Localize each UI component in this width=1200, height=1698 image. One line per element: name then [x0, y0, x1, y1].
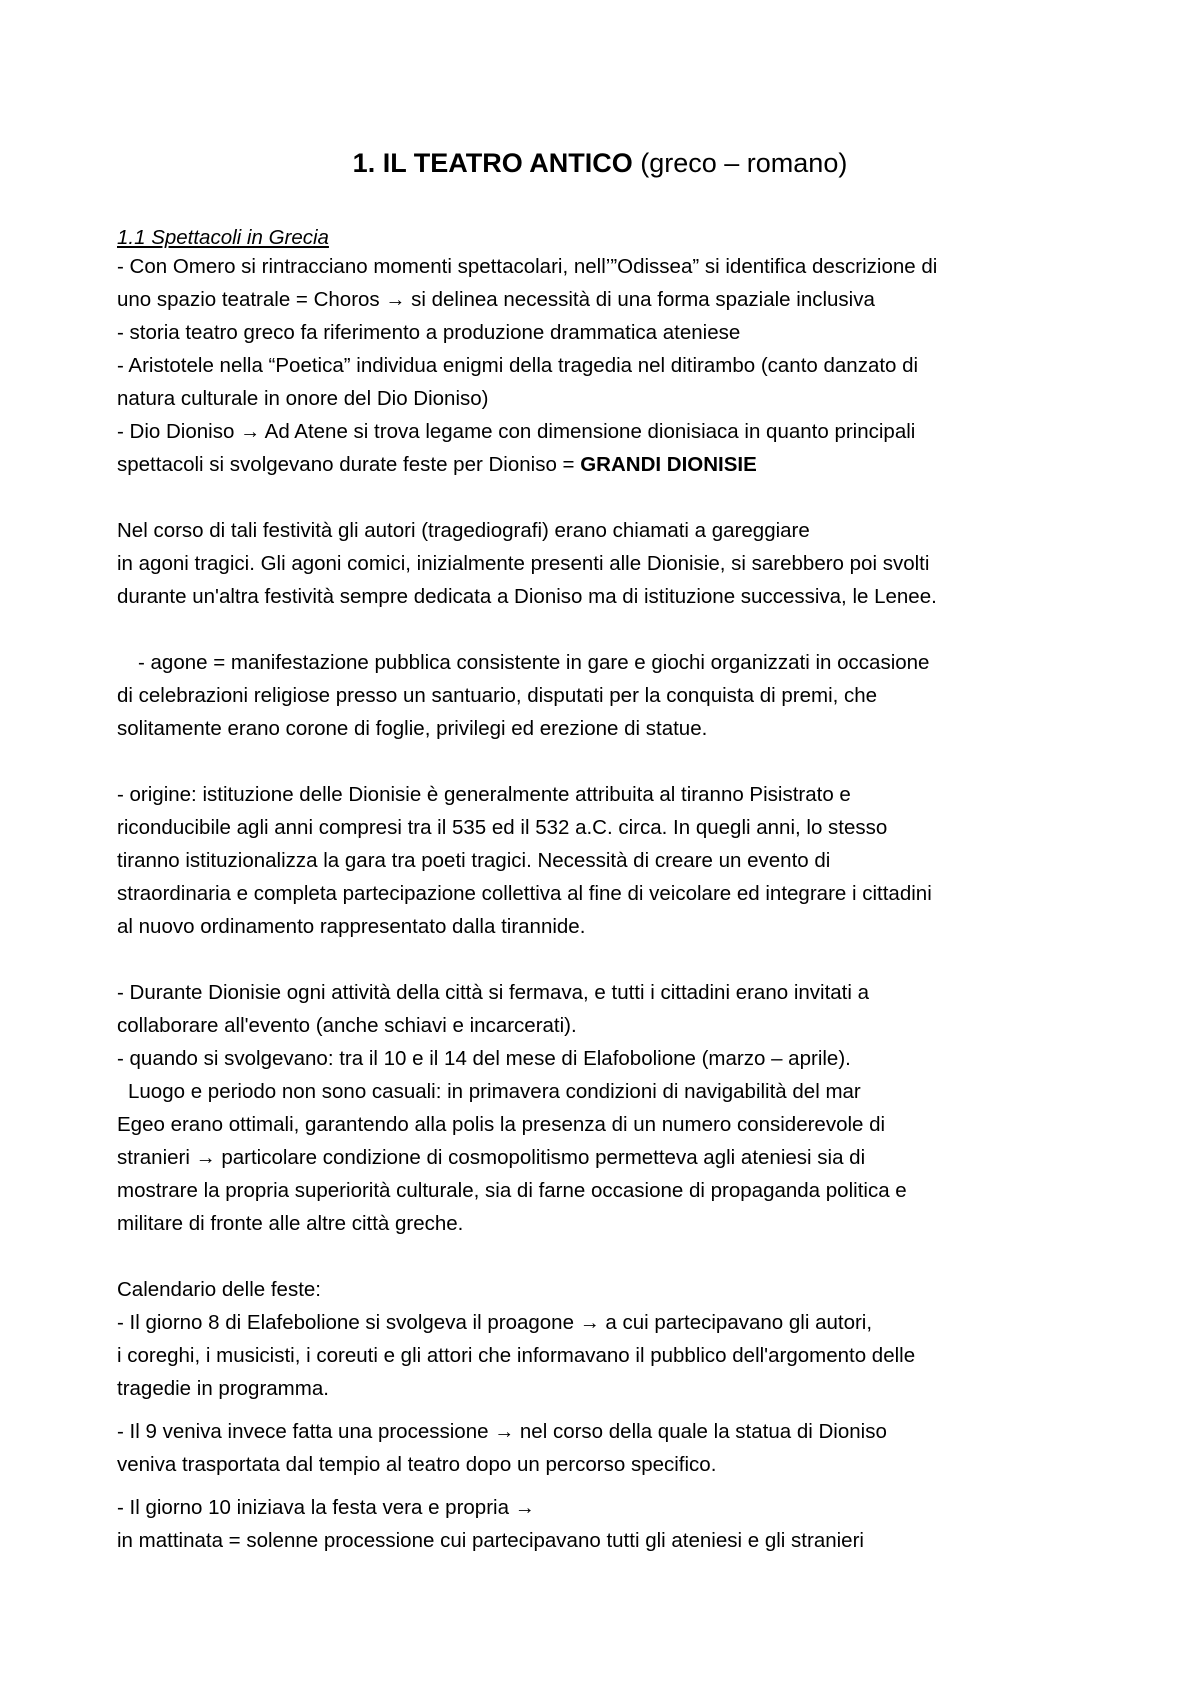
text-line: - quando si svolgevano: tra il 10 e il 14 del mese di Elafobolione (marzo – aprile).	[117, 1047, 851, 1070]
text-line: - Il giorno 10 iniziava la festa vera e propria →	[117, 1496, 535, 1519]
text-line: mostrare la propria superiorità culturale, sia di farne occasione di propaganda politica e	[117, 1179, 907, 1202]
text-line: - Con Omero si rintracciano momenti spettacolari, nell’”Odissea” si identifica descrizione di	[117, 255, 938, 278]
text-line: di celebrazioni religiose presso un santuario, disputati per la conquista di premi, che	[117, 684, 878, 707]
text-line: - Il giorno 8 di Elafebolione si svolgeva il proagone → a cui partecipavano gli autori,	[117, 1311, 873, 1334]
text-line: - Aristotele nella “Poetica” individua enigmi della tragedia nel ditirambo (canto danzato di	[117, 354, 919, 377]
text-line: i coreghi, i musicisti, i coreuti e gli attori che informavano il pubblico dell'argomento delle	[117, 1344, 916, 1367]
text-line: natura culturale in onore del Dio Dioniso)	[117, 387, 489, 410]
text-line: uno spazio teatrale = Choros → si delinea necessità di una forma spaziale inclusiva	[117, 288, 875, 311]
text-line: Luogo e periodo non sono casuali: in primavera condizioni di navigabilità del mar	[128, 1080, 861, 1103]
text-line: - agone = manifestazione pubblica consistente in gare e giochi organizzati in occasione	[138, 651, 930, 674]
text-line: straordinaria e completa partecipazione collettiva al fine di veicolare ed integrare i cittadini	[117, 882, 932, 905]
text-line: in mattinata = solenne processione cui partecipavano tutti gli ateniesi e gli stranieri	[117, 1529, 864, 1552]
text-line: - origine: istituzione delle Dionisie è generalmente attribuita al tiranno Pisistrato e	[117, 783, 851, 806]
arrow-icon: →	[195, 1147, 216, 1169]
calendar-heading: Calendario delle feste:	[117, 1278, 321, 1301]
text-line: in agoni tragici. Gli agoni comici, inizialmente presenti alle Dionisie, si sarebbero poi svolti	[117, 552, 930, 575]
text-line: Egeo erano ottimali, garantendo alla polis la presenza di un numero considerevole di	[117, 1113, 886, 1136]
text-line: militare di fronte alle altre città greche.	[117, 1212, 464, 1235]
text-line: - Durante Dionisie ogni attività della città si fermava, e tutti i cittadini erano invitati a	[117, 981, 870, 1004]
text-line: solitamente erano corone di foglie, privilegi ed erezione di statue.	[117, 717, 708, 740]
arrow-icon: →	[494, 1421, 515, 1443]
text-line: - Il 9 veniva invece fatta una processione → nel corso della quale la statua di Dioniso	[117, 1420, 887, 1443]
text-line: tragedie in programma.	[117, 1377, 329, 1400]
text-line: durante un'altra festività sempre dedicata a Dioniso ma di istituzione successiva, le Lenee.	[117, 585, 937, 608]
arrow-icon: →	[240, 421, 261, 443]
arrow-icon: →	[385, 289, 406, 311]
arrow-icon: →	[579, 1312, 600, 1334]
text-line: tiranno istituzionalizza la gara tra poeti tragici. Necessità di creare un evento di	[117, 849, 831, 872]
title-number: 1.	[352, 148, 376, 178]
text-line: riconducibile agli anni compresi tra il 535 ed il 532 a.C. circa. In quegli anni, lo stesso	[117, 816, 888, 839]
title-main: IL TEATRO ANTICO	[382, 148, 633, 178]
text-line: collaborare all'evento (anche schiavi e incarcerati).	[117, 1014, 577, 1037]
grandi-dionisie-bold: GRANDI DIONISIE	[580, 453, 757, 476]
text-line: al nuovo ordinamento rappresentato dalla tirannide.	[117, 915, 586, 938]
text-line: - storia teatro greco fa riferimento a produzione drammatica ateniese	[117, 321, 741, 344]
text-line: veniva trasportata dal tempio al teatro dopo un percorso specifico.	[117, 1453, 717, 1476]
section-heading: 1.1 Spettacoli in Grecia	[117, 226, 329, 249]
text-line: stranieri → particolare condizione di cosmopolitismo permetteva agli ateniesi sia di	[117, 1146, 866, 1169]
text-line: spettacoli si svolgevano durate feste per Dioniso = GRANDI DIONISIE	[117, 453, 757, 476]
page-title	[0, 146, 1200, 180]
arrow-icon: →	[514, 1497, 535, 1519]
text-line: - Dio Dioniso → Ad Atene si trova legame con dimensione dionisiaca in quanto principali	[117, 420, 916, 443]
text-line: Nel corso di tali festività gli autori (tragediografi) erano chiamati a gareggiare	[117, 519, 810, 542]
title-subtitle: (greco – romano)	[640, 148, 848, 178]
